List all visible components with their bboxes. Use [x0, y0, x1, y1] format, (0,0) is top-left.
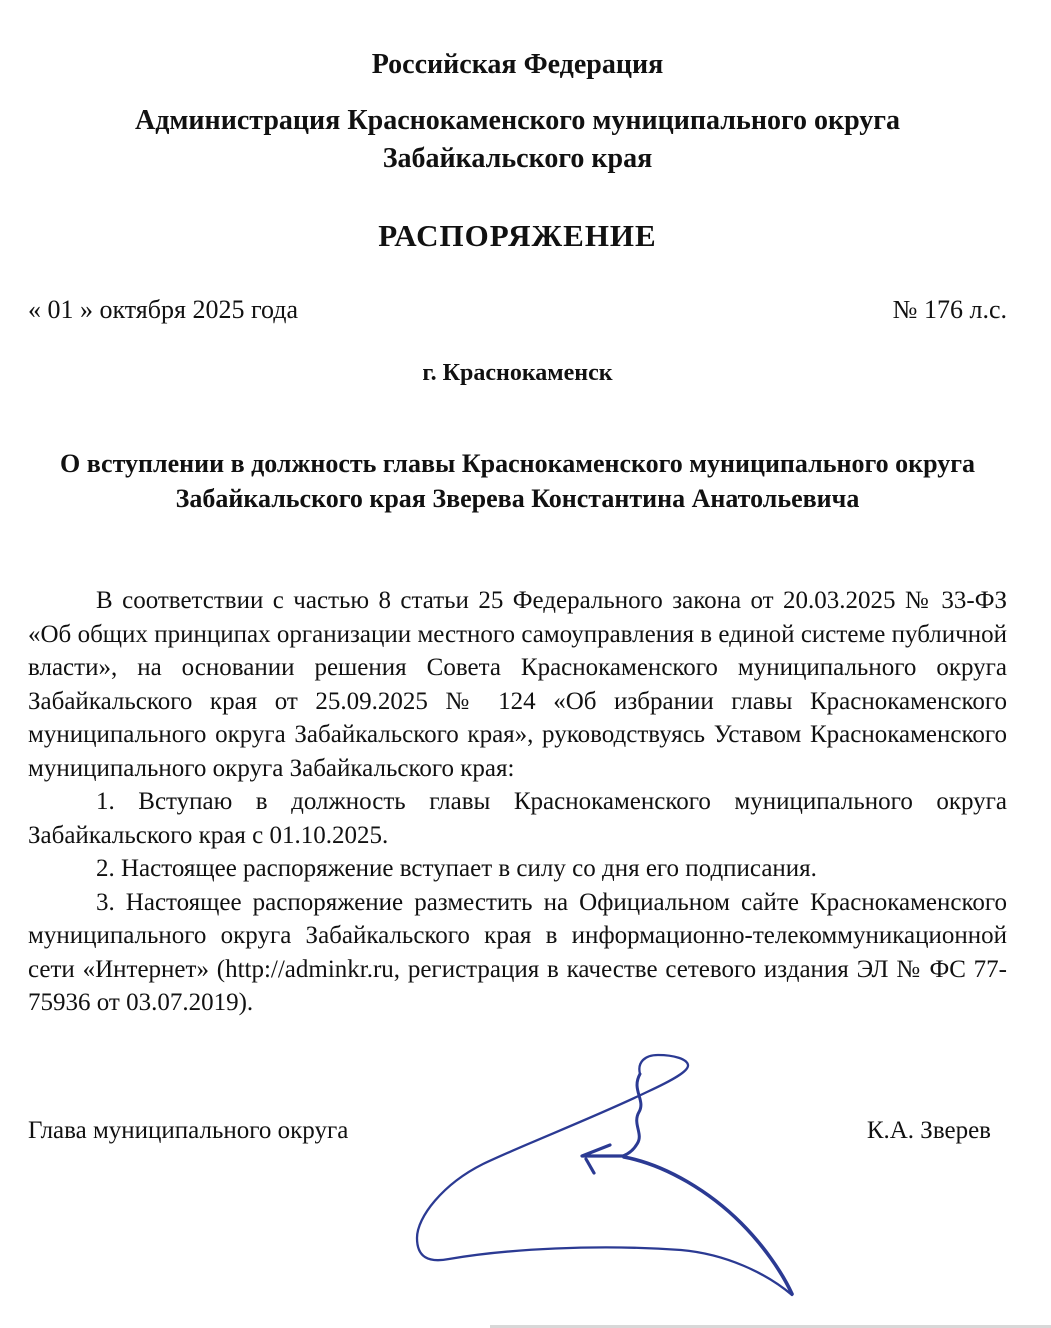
paragraph-item-3: 3. Настоящее распоряжение разместить на Официальном сайте Краснокаменского муниципального округа Забайкальского края в информационно-телекоммуникационной сети «Интернет» (http://adminkr.ru, регистрация в качестве сетевого издания ЭЛ № ФС 77-75936 от 03.07.2019).: [28, 888, 1007, 1017]
paragraph-item-1: 1. Вступаю в должность главы Краснокаменского муниципального округа Забайкальского края с 01.10.2025.: [28, 788, 1007, 849]
signatory-position-label: Глава муниципального округа: [28, 1116, 349, 1144]
organization-heading: Администрация Краснокаменского муниципального округа Забайкальского края: [134, 104, 901, 175]
signatory-name: К.А. Зверев: [866, 1116, 991, 1144]
date-number-row: [28, 294, 1007, 325]
document-number: № 176 л.с.: [892, 295, 1007, 325]
paragraph-preamble: В соответствии с частью 8 статьи 25 Федерального закона от 20.03.2025 № 33-ФЗ «Об общих принципах организации местного самоуправления в единой системе публичной власти», на основании решения Совета Краснокаменского муниципального округа Забайкальского края от 25.09.2025 № 124 «Об избрании главы Краснокаменского муниципального округа Забайкальского края», руководствуясь Уставом Краснокаменского муниципального округа Забайкальского края:: [28, 587, 1007, 782]
document-type-heading: РАСПОРЯЖЕНИЕ: [378, 217, 657, 253]
document-date: « 01 » октября 2025 года: [28, 295, 298, 325]
country-heading: Российская Федерация: [371, 49, 664, 80]
document-body: [28, 584, 1007, 1020]
subject-heading: О вступлении в должность главы Краснокаменского муниципального округа Забайкальского края Зверева Константина Анатольевича: [59, 449, 976, 514]
paragraph-item-2: 2. Настоящее распоряжение вступает в силу со дня его подписания.: [96, 855, 817, 883]
city-line: г. Краснокаменск: [422, 360, 613, 387]
signature-row: [28, 1116, 1007, 1146]
